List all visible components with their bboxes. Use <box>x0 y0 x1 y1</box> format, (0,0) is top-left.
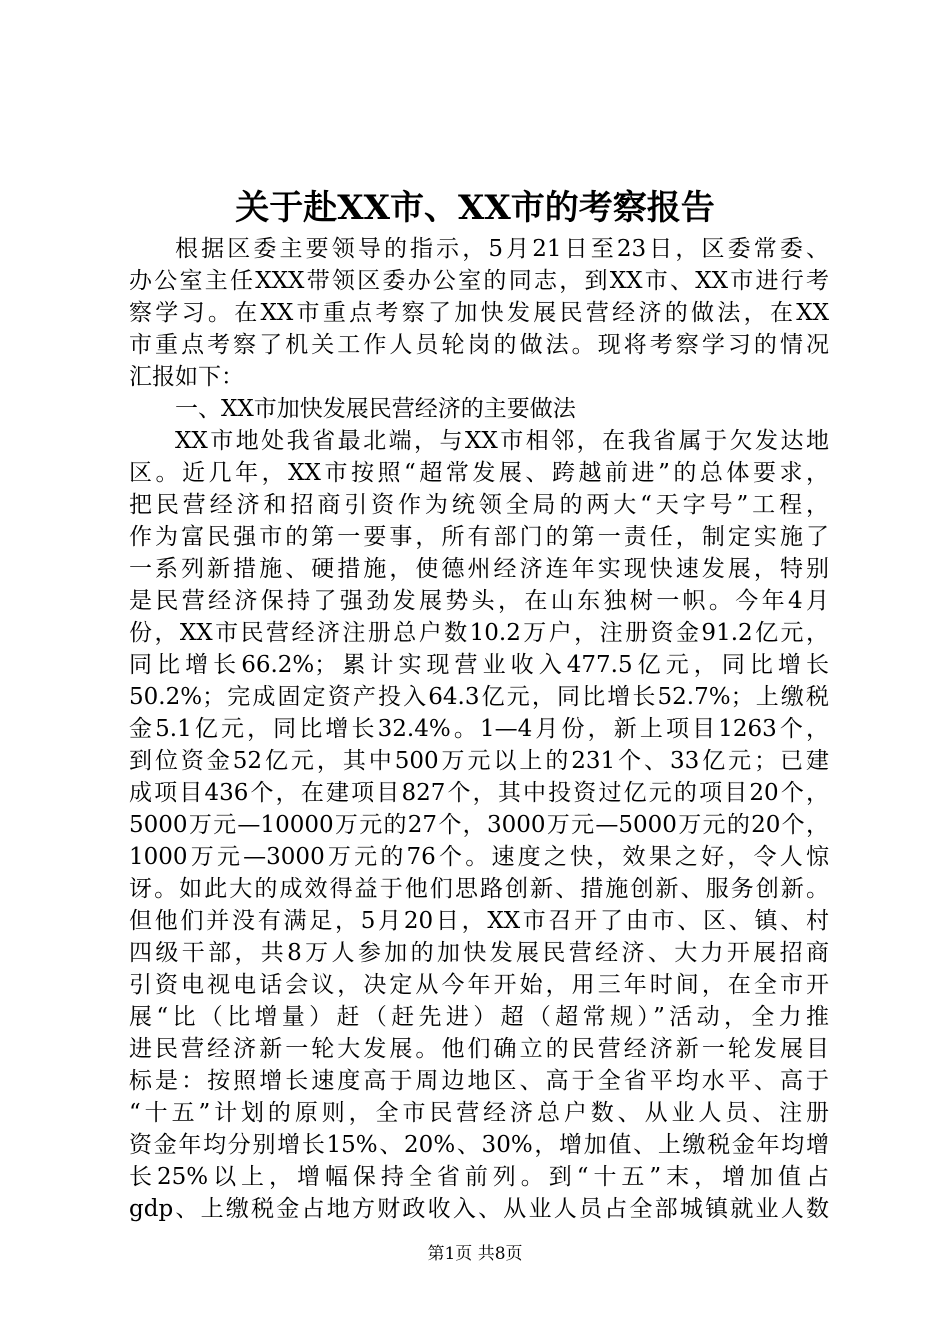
paragraph-line: gdp、上缴税金占地方财政收入、从业人员占全部城镇就业人数 <box>129 1196 829 1222</box>
paragraph-line: 5000万元—10000万元的27个，3000万元—5000万元的20个， <box>129 812 829 838</box>
paragraph-line: 展“比（比增量）赶（赶先进）超（超常规）”活动，全力推 <box>129 1004 829 1030</box>
paragraph-line: 引资电视电话会议，决定从今年开始，用三年时间，在全市开 <box>129 972 829 998</box>
paragraph-line: 1000万元—3000万元的76个。速度之快，效果之好，令人惊 <box>129 844 829 870</box>
paragraph-line: 四级干部，共8万人参加的加快发展民营经济、大力开展招商 <box>129 940 829 966</box>
paragraph-line: 50.2%；完成固定资产投入64.3亿元，同比增长52.7%；上缴税 <box>129 684 829 710</box>
paragraph-line: 同比增长66.2%；累计实现营业收入477.5亿元，同比增长 <box>129 652 829 678</box>
paragraph-line: 市重点考察了机关工作人员轮岗的做法。现将考察学习的情况 <box>129 332 829 358</box>
paragraph-line: 长25%以上，增幅保持全省前列。到“十五”末，增加值占 <box>129 1164 829 1190</box>
paragraph-line: 办公室主任XXX带领区委办公室的同志，到XX市、XX市进行考 <box>129 268 829 294</box>
page-number: 第1页 共8页 <box>427 1244 523 1264</box>
paragraph-line: 区。近几年，XX市按照“超常发展、跨越前进”的总体要求， <box>129 460 829 486</box>
paragraph-line: 察学习。在XX市重点考察了加快发展民营经济的做法，在XX <box>129 300 829 326</box>
paragraph-line: 份，XX市民营经济注册总户数10.2万户，注册资金91.2亿元， <box>129 620 829 646</box>
section-heading: 一、XX市加快发展民营经济的主要做法 <box>175 396 576 422</box>
paragraph-line: 标是：按照增长速度高于周边地区、高于全省平均水平、高于 <box>129 1068 829 1094</box>
paragraph-line: 根据区委主要领导的指示，5月21日至23日，区委常委、 <box>175 236 829 262</box>
document-title: 关于赴XX市、XX市的考察报告 <box>235 188 715 228</box>
paragraph-line: 把民营经济和招商引资作为统领全局的两大“天字号”工程， <box>129 492 829 518</box>
paragraph-line: 但他们并没有满足，5月20日，XX市召开了由市、区、镇、村 <box>129 908 829 934</box>
paragraph-line: 一系列新措施、硬措施，使德州经济连年实现快速发展，特别 <box>129 556 829 582</box>
document-body <box>129 233 829 1225</box>
paragraph-line: “十五”计划的原则，全市民营经济总户数、从业人员、注册 <box>129 1100 829 1126</box>
paragraph-line: 作为富民强市的第一要事，所有部门的第一责任，制定实施了 <box>129 524 829 550</box>
paragraph-line: 资金年均分别增长15%、20%、30%，增加值、上缴税金年均增 <box>129 1132 829 1158</box>
paragraph-line: 成项目436个，在建项目827个，其中投资过亿元的项目20个， <box>129 780 829 806</box>
paragraph-line: 进民营经济新一轮大发展。他们确立的民营经济新一轮发展目 <box>129 1036 829 1062</box>
paragraph-line: 到位资金52亿元，其中500万元以上的231个、33亿元；已建 <box>129 748 829 774</box>
paragraph-line: 汇报如下： <box>129 364 244 390</box>
paragraph-line: 金5.1亿元，同比增长32.4%。1—4月份，新上项目1263个， <box>129 716 829 742</box>
paragraph-line: XX市地处我省最北端，与XX市相邻，在我省属于欠发达地 <box>175 428 829 454</box>
paragraph-line: 讶。如此大的成效得益于他们思路创新、措施创新、服务创新。 <box>129 876 829 902</box>
paragraph-line: 是民营经济保持了强劲发展势头，在山东独树一帜。今年4月 <box>129 588 829 614</box>
